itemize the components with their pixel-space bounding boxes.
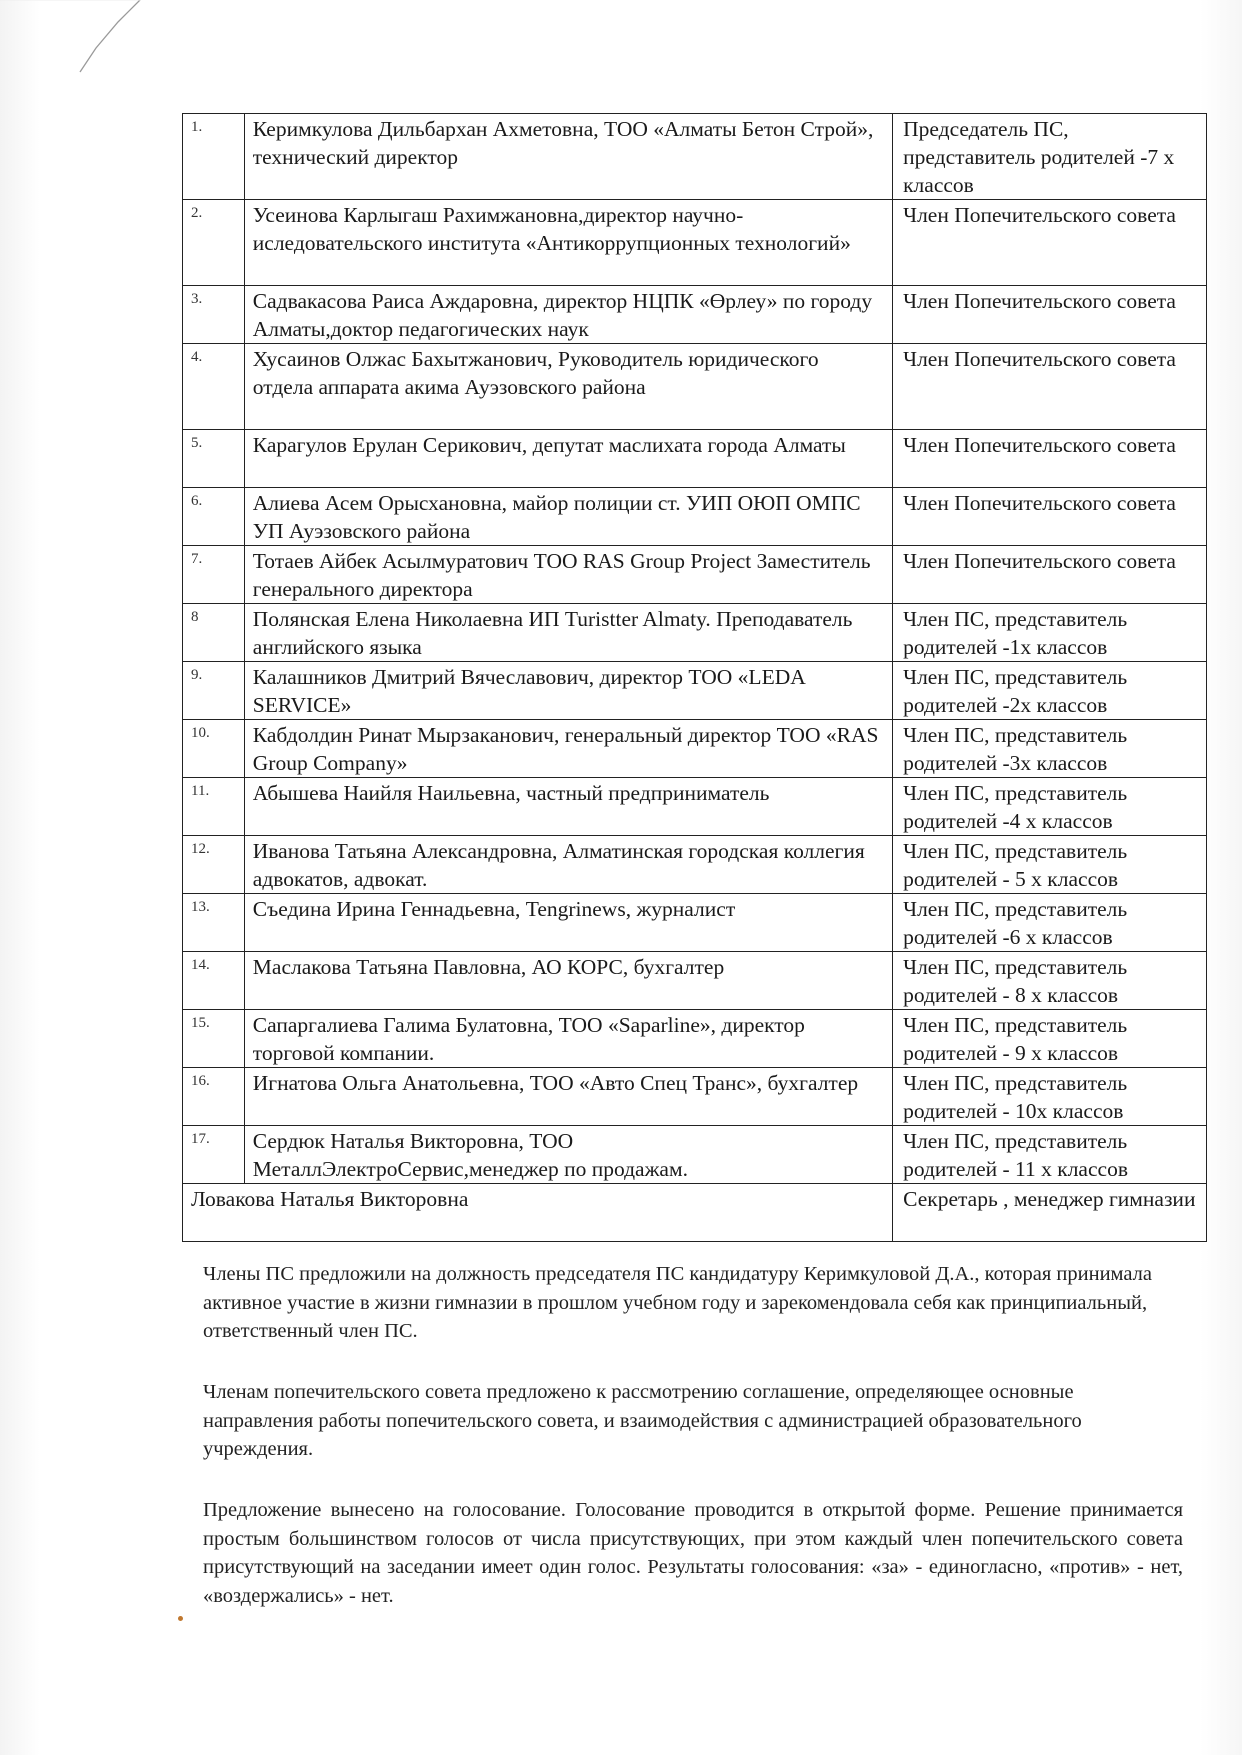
table-row xyxy=(183,488,1207,546)
table-row xyxy=(183,344,1207,430)
agreement-paragraph: Членам попечительского совета предложено к рассмотрению соглашение, определяющее основные направления работы попечительского совета, и взаимодействия с администрацией образовательного учреждения. xyxy=(203,1381,1082,1460)
member-name: Игнатова Ольга Анатольевна, ТОО «Авто Спец Транс», бухгалтер xyxy=(244,1068,892,1126)
table-row xyxy=(183,894,1207,952)
board-members-table xyxy=(182,113,1207,1242)
member-role: Член ПС, представитель родителей - 8 х классов xyxy=(893,952,1207,1010)
member-name: Кабдолдин Ринат Мырзаканович, генеральный директор ТОО «RAS Group Company» xyxy=(244,720,892,778)
row-number: 4. xyxy=(183,344,245,430)
row-number: 16. xyxy=(183,1068,245,1126)
member-name: Хусаинов Олжас Бахытжанович, Руководитель юридического отдела аппарата акима Ауэзовского района xyxy=(244,344,892,430)
row-number: 3. xyxy=(183,286,245,344)
scan-speck xyxy=(178,1616,183,1621)
member-name: Съедина Ирина Геннадьевна, Tengrinews, журналист xyxy=(244,894,892,952)
member-name: Карагулов Ерулан Серикович, депутат маслихата города Алматы xyxy=(244,430,892,488)
member-role: Член Попечительского совета xyxy=(893,430,1207,488)
member-name: Калашников Дмитрий Вячеславович, директор ТОО «LEDA SERVICE» xyxy=(244,662,892,720)
member-name: Алиева Асем Орысхановна, майор полиции ст. УИП ОЮП ОМПС УП Ауэзовского района xyxy=(244,488,892,546)
member-role: Член ПС, представитель родителей - 10х классов xyxy=(893,1068,1207,1126)
member-name: Маслакова Татьяна Павловна, АО КОРС, бухгалтер xyxy=(244,952,892,1010)
row-number: 10. xyxy=(183,720,245,778)
member-role: Член ПС, представитель родителей -4 х классов xyxy=(893,778,1207,836)
member-role: Член ПС, представитель родителей -2х классов xyxy=(893,662,1207,720)
row-number: 14. xyxy=(183,952,245,1010)
row-number: 15. xyxy=(183,1010,245,1068)
row-number: 9. xyxy=(183,662,245,720)
member-name: Сапаргалиева Галима Булатовна, ТОО «Saparline», директор торговой компании. xyxy=(244,1010,892,1068)
member-role: Председатель ПС, представитель родителей -7 х классов xyxy=(893,114,1207,200)
member-role: Член ПС, представитель родителей -3х классов xyxy=(893,720,1207,778)
member-name: Керимкулова Дильбархан Ахметовна, ТОО «Алматы Бетон Строй», технический директор xyxy=(244,114,892,200)
row-number: 12. xyxy=(183,836,245,894)
scan-fold-mark xyxy=(0,0,200,200)
member-role: Член ПС, представитель родителей - 9 х классов xyxy=(893,1010,1207,1068)
member-name: Тотаев Айбек Асылмуратович ТОО RAS Group Project Заместитель генерального директора xyxy=(244,546,892,604)
row-number: 11. xyxy=(183,778,245,836)
row-number: 5. xyxy=(183,430,245,488)
member-name: Садвакасова Раиса Аждаровна, директор НЦПК «Өрлеу» по городу Алматы,доктор педагогических наук xyxy=(244,286,892,344)
table-row xyxy=(183,778,1207,836)
member-role: Член Попечительского совета xyxy=(893,546,1207,604)
table-row xyxy=(183,662,1207,720)
table-row xyxy=(183,430,1207,488)
table-row xyxy=(183,546,1207,604)
member-role: Член ПС, представитель родителей -1х классов xyxy=(893,604,1207,662)
row-number: 7. xyxy=(183,546,245,604)
member-name: Сердюк Наталья Викторовна, ТОО МеталлЭлектроСервис,менеджер по продажам. xyxy=(244,1126,892,1184)
member-role: Член Попечительского совета xyxy=(893,286,1207,344)
row-number: 13. xyxy=(183,894,245,952)
row-number: 6. xyxy=(183,488,245,546)
row-number: 1. xyxy=(183,114,245,200)
member-role: Член Попечительского совета xyxy=(893,488,1207,546)
row-number: 17. xyxy=(183,1126,245,1184)
member-role: Член ПС, представитель родителей - 11 х классов xyxy=(893,1126,1207,1184)
secretary-row xyxy=(183,1184,1207,1242)
table-row xyxy=(183,836,1207,894)
member-name: Абышева Наийля Наильевна, частный предприниматель xyxy=(244,778,892,836)
table-row xyxy=(183,286,1207,344)
table-row xyxy=(183,1068,1207,1126)
secretary-name: Ловакова Наталья Викторовна xyxy=(183,1184,893,1242)
row-number: 8 xyxy=(183,604,245,662)
nomination-paragraph: Члены ПС предложили на должность председателя ПС кандидатуру Керимкуловой Д.А., которая принимала активное участие в жизни гимназии в прошлом учебном году и зарекомендовала себя как принципиальный, ответственный член ПС. xyxy=(203,1263,1152,1342)
voting-paragraph: Предложение вынесено на голосование. Голосование проводится в открытой форме. Решение принимается простым большинством голосов от числа присутствующих, при этом каждый член попечительского совета присутствующий на заседании имеет один голос. Результаты голосования: «за» - единогласно, «против» - нет, «воздержались» - нет. xyxy=(203,1499,1183,1607)
member-role: Член Попечительского совета xyxy=(893,344,1207,430)
member-name: Усеинова Карлыгаш Рахимжановна,директор научно-иследовательского института «Антикоррупционных технологий» xyxy=(244,200,892,286)
member-name: Полянская Елена Николаевна ИП Turistter Almaty. Преподаватель английского языка xyxy=(244,604,892,662)
member-role: Член Попечительского совета xyxy=(893,200,1207,286)
table-row xyxy=(183,114,1207,200)
secretary-role: Секретарь , менеджер гимназии xyxy=(893,1184,1207,1242)
table-row xyxy=(183,720,1207,778)
member-role: Член ПС, представитель родителей -6 х классов xyxy=(893,894,1207,952)
table-row xyxy=(183,200,1207,286)
table-row xyxy=(183,604,1207,662)
table-row xyxy=(183,1010,1207,1068)
member-role: Член ПС, представитель родителей - 5 х классов xyxy=(893,836,1207,894)
table-row xyxy=(183,1126,1207,1184)
member-name: Иванова Татьяна Александровна, Алматинская городская коллегия адвокатов, адвокат. xyxy=(244,836,892,894)
row-number: 2. xyxy=(183,200,245,286)
table-row xyxy=(183,952,1207,1010)
